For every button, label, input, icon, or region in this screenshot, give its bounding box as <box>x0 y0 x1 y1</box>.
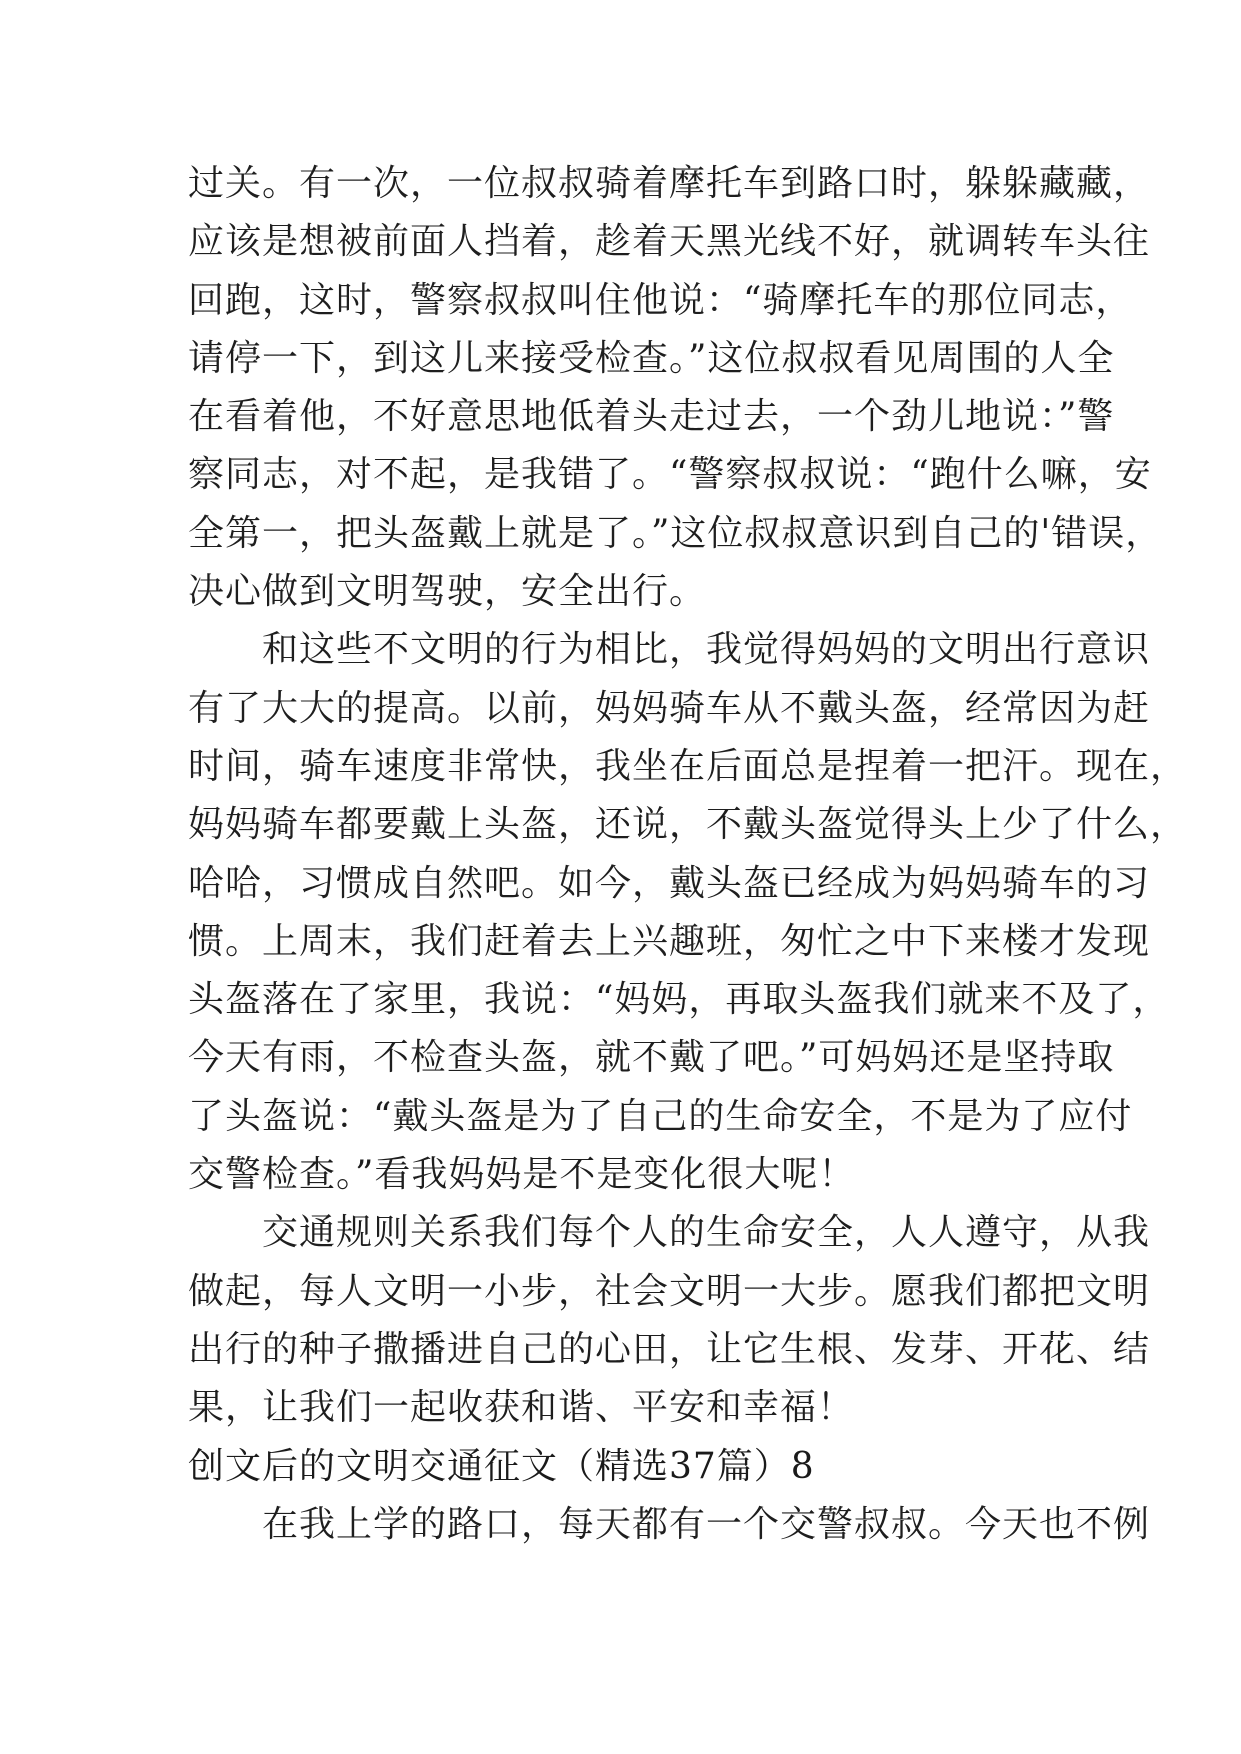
text-line: 惯。上周末，我们赶着去上兴趣班，匆忙之中下来楼才发现 <box>188 920 1151 962</box>
section-heading <box>188 1438 1088 1496</box>
paragraph <box>188 621 1188 1204</box>
document-body <box>188 155 1188 1554</box>
text-line: 在我上学的路口，每天都有一个交警叔叔。今天也不例 <box>262 1503 1151 1545</box>
text-line: 决心做到文明驾驶，安全出行。 <box>188 571 707 613</box>
text-line: 妈妈骑车都要戴上头盔，还说，不戴头盔觉得头上少了什么， <box>188 804 1188 846</box>
text-line: 和这些不文明的行为相比，我觉得妈妈的文明出行意识 <box>262 629 1151 671</box>
paragraph <box>188 1496 1151 1554</box>
text-line: 出行的种子撒播进自己的心田，让它生根、发芽、开花、结 <box>188 1328 1151 1370</box>
text-line: 交警检查。”看我妈妈是不是变化很大呢！ <box>188 1154 856 1196</box>
text-line: 请停一下，到这儿来接受检查。”这位叔叔看见周围的人全 <box>188 337 1115 379</box>
text-line: 全第一，把头盔戴上就是了。”这位叔叔意识到自己的'错误， <box>188 512 1163 554</box>
text-line: 过关。有一次，一位叔叔骑着摩托车到路口时，躲躲藏藏， <box>188 163 1151 204</box>
paragraph <box>188 155 1163 621</box>
text-line: 回跑，这时，警察叔叔叫住他说：“骑摩托车的那位同志， <box>188 279 1133 321</box>
text-line: 应该是想被前面人挡着，趁着天黑光线不好，就调转车头往 <box>188 221 1151 263</box>
text-line: 今天有雨，不检查头盔，就不戴了吧。”可妈妈还是坚持取 <box>188 1037 1115 1079</box>
text-line: 了头盔说：“戴头盔是为了自己的生命安全，不是为了应付 <box>188 1095 1133 1137</box>
text-line: 果，让我们一起收获和谐、平安和幸福！ <box>188 1387 855 1429</box>
text-line: 时间，骑车速度非常快，我坐在后面总是捏着一把汗。现在， <box>188 745 1188 787</box>
heading-line: 创文后的文明交通征文（精选37篇）8 <box>188 1445 815 1487</box>
text-line: 交通规则关系我们每个人的生命安全，人人遵守，从我 <box>262 1212 1151 1254</box>
text-line: 哈哈，习惯成自然吧。如今，戴头盔已经成为妈妈骑车的习 <box>188 862 1151 904</box>
text-line: 做起，每人文明一小步，社会文明一大步。愿我们都把文明 <box>188 1270 1151 1312</box>
text-line: 察同志，对不起，是我错了。“警察叔叔说：“跑什么嘛，安 <box>188 454 1152 496</box>
text-line: 有了大大的提高。以前，妈妈骑车从不戴头盔，经常因为赶 <box>188 687 1151 729</box>
paragraph <box>188 1204 1151 1437</box>
text-line: 在看着他，不好意思地低着头走过去，一个劲儿地说：”警 <box>188 396 1115 438</box>
text-line: 头盔落在了家里，我说：“妈妈，再取头盔我们就来不及了， <box>188 979 1170 1021</box>
